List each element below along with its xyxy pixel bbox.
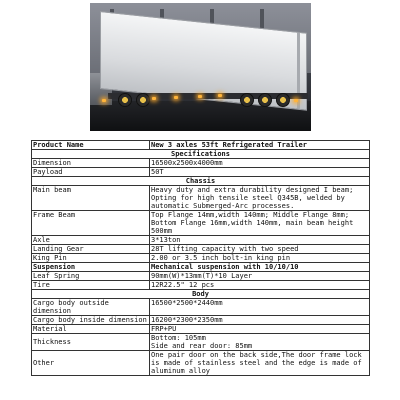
section-suspension-value: Mechanical suspension with 10/10/10 <box>150 263 370 272</box>
table-row <box>32 299 370 316</box>
row-label: Tire <box>32 281 150 290</box>
wheel <box>240 93 254 107</box>
marker-lamp <box>174 96 178 99</box>
table-row <box>32 281 370 290</box>
marker-lamp <box>102 99 106 102</box>
row-value: Heavy duty and extra durability designed I beam; Opting for high tensile steel Q345B, welded by automatic Submerged-Arc processes. <box>150 186 370 211</box>
table-row <box>32 272 370 281</box>
section-chassis: Chassis <box>32 177 370 186</box>
section-header <box>32 290 370 299</box>
row-label: Axle <box>32 236 150 245</box>
marker-lamp <box>198 95 202 98</box>
row-value: One pair door on the back side,The door frame lock is made of stainless steel and the edge is made of aluminum alloy <box>150 351 370 376</box>
table-row <box>32 211 370 236</box>
table-row <box>32 254 370 263</box>
product-name-label: Product Name <box>32 141 150 150</box>
row-value: Bottom: 105mm Side and rear door: 85mm <box>150 334 370 351</box>
row-label: Main beam <box>32 186 150 211</box>
wheel <box>276 93 290 107</box>
row-value: 12R22.5" 12 pcs <box>150 281 370 290</box>
table-row <box>32 141 370 150</box>
marker-lamp <box>218 94 222 97</box>
row-label: Frame Beam <box>32 211 150 236</box>
row-value: 28T lifting capacity with two speed <box>150 245 370 254</box>
row-value: 3*13ton <box>150 236 370 245</box>
table-row <box>32 245 370 254</box>
trailer-photo <box>90 3 311 131</box>
row-value: 90mm(W)*13mm(T)*10 Layer <box>150 272 370 281</box>
table-row <box>32 236 370 245</box>
row-label: Leaf Spring <box>32 272 150 281</box>
row-value: FRP+PU <box>150 325 370 334</box>
table-row <box>32 316 370 325</box>
row-value: Top Flange 14mm,width 140mm; Middle Flange 8mm; Bottom Flange 16mm,width 140mm, main beam height 500mm <box>150 211 370 236</box>
marker-lamp <box>152 97 156 100</box>
row-label: Landing Gear <box>32 245 150 254</box>
row-label: Material <box>32 325 150 334</box>
row-label: Thickness <box>32 334 150 351</box>
wheel <box>118 93 132 107</box>
product-name-value: New 3 axles 53ft Refrigerated Trailer <box>150 141 370 150</box>
table-row <box>32 334 370 351</box>
table-row <box>32 186 370 211</box>
row-value: 16200*2300*2350mm <box>150 316 370 325</box>
row-label: Dimension <box>32 159 150 168</box>
section-suspension-label: Suspension <box>32 263 150 272</box>
section-specifications: Specifications <box>32 150 370 159</box>
section-header <box>32 263 370 272</box>
table-row <box>32 168 370 177</box>
row-value: 16500*2500*2440mm <box>150 299 370 316</box>
table-row <box>32 159 370 168</box>
row-label: Cargo body outside dimension <box>32 299 150 316</box>
row-label: King Pin <box>32 254 150 263</box>
marker-lamp <box>294 99 298 102</box>
table-row <box>32 325 370 334</box>
spec-table <box>31 140 370 376</box>
wheel <box>136 93 150 107</box>
table-row <box>32 351 370 376</box>
section-body: Body <box>32 290 370 299</box>
row-label: Other <box>32 351 150 376</box>
row-value: 2.00 or 3.5 inch bolt-in king pin <box>150 254 370 263</box>
section-header <box>32 150 370 159</box>
row-label: Payload <box>32 168 150 177</box>
row-value: 50T <box>150 168 370 177</box>
row-label: Cargo body inside dimension <box>32 316 150 325</box>
section-header <box>32 177 370 186</box>
wheel <box>258 93 272 107</box>
row-value: 16500x2500x4000mm <box>150 159 370 168</box>
